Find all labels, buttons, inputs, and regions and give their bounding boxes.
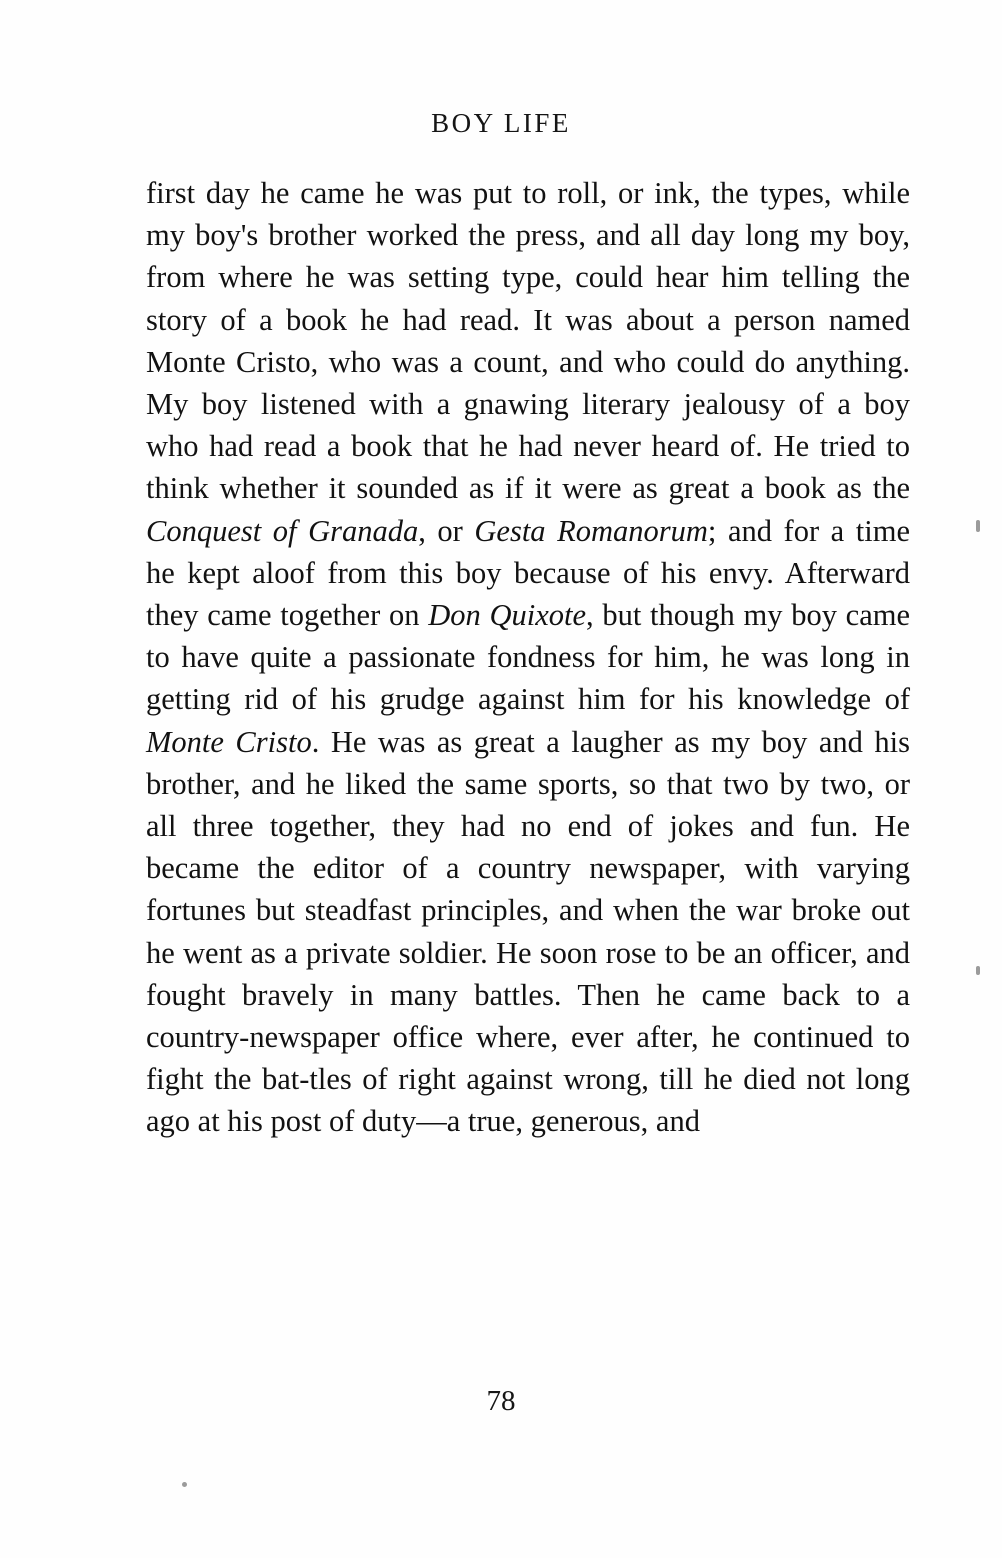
scan-speck [976, 966, 980, 975]
scan-speck [182, 1482, 187, 1487]
page-body [146, 172, 910, 1143]
scan-speck [976, 520, 980, 532]
body-paragraph: first day he came he was put to roll, or ink, the types, while my boy's brother worked the press, and all day long my boy, from where he was setting type, could hear him telling the story of a book he had read. It was about a person named Monte Cristo, who was a count, and who could do anything. My boy listened with a gnawing literary jealousy of a boy who had read a book that he had never heard of. He tried to think whether it sounded as if it were as great a book as the Conquest of Granada, or Gesta Romanorum; and for a time he kept aloof from this boy because of his envy. Afterward they came together on Don Quixote, but though my boy came to have quite a passionate fondness for him, he was long in getting rid of his grudge against him for his knowledge of Monte Cristo. He was as great a laugher as my boy and his brother, and he liked the same sports, so that two by two, or all three together, they had no end of jokes and fun. He became the editor of a country newspaper, with varying fortunes but steadfast principles, and when the war broke out he went as a private soldier. He soon rose to be an officer, and fought bravely in many battles. Then he came back to a country-newspaper office where, ever after, he continued to fight the bat-tles of right against wrong, till he died not long ago at his post of duty—a true, generous, and [146, 176, 911, 1139]
running-head: BOY LIFE [431, 108, 571, 138]
page-number: 78 [486, 1385, 516, 1417]
